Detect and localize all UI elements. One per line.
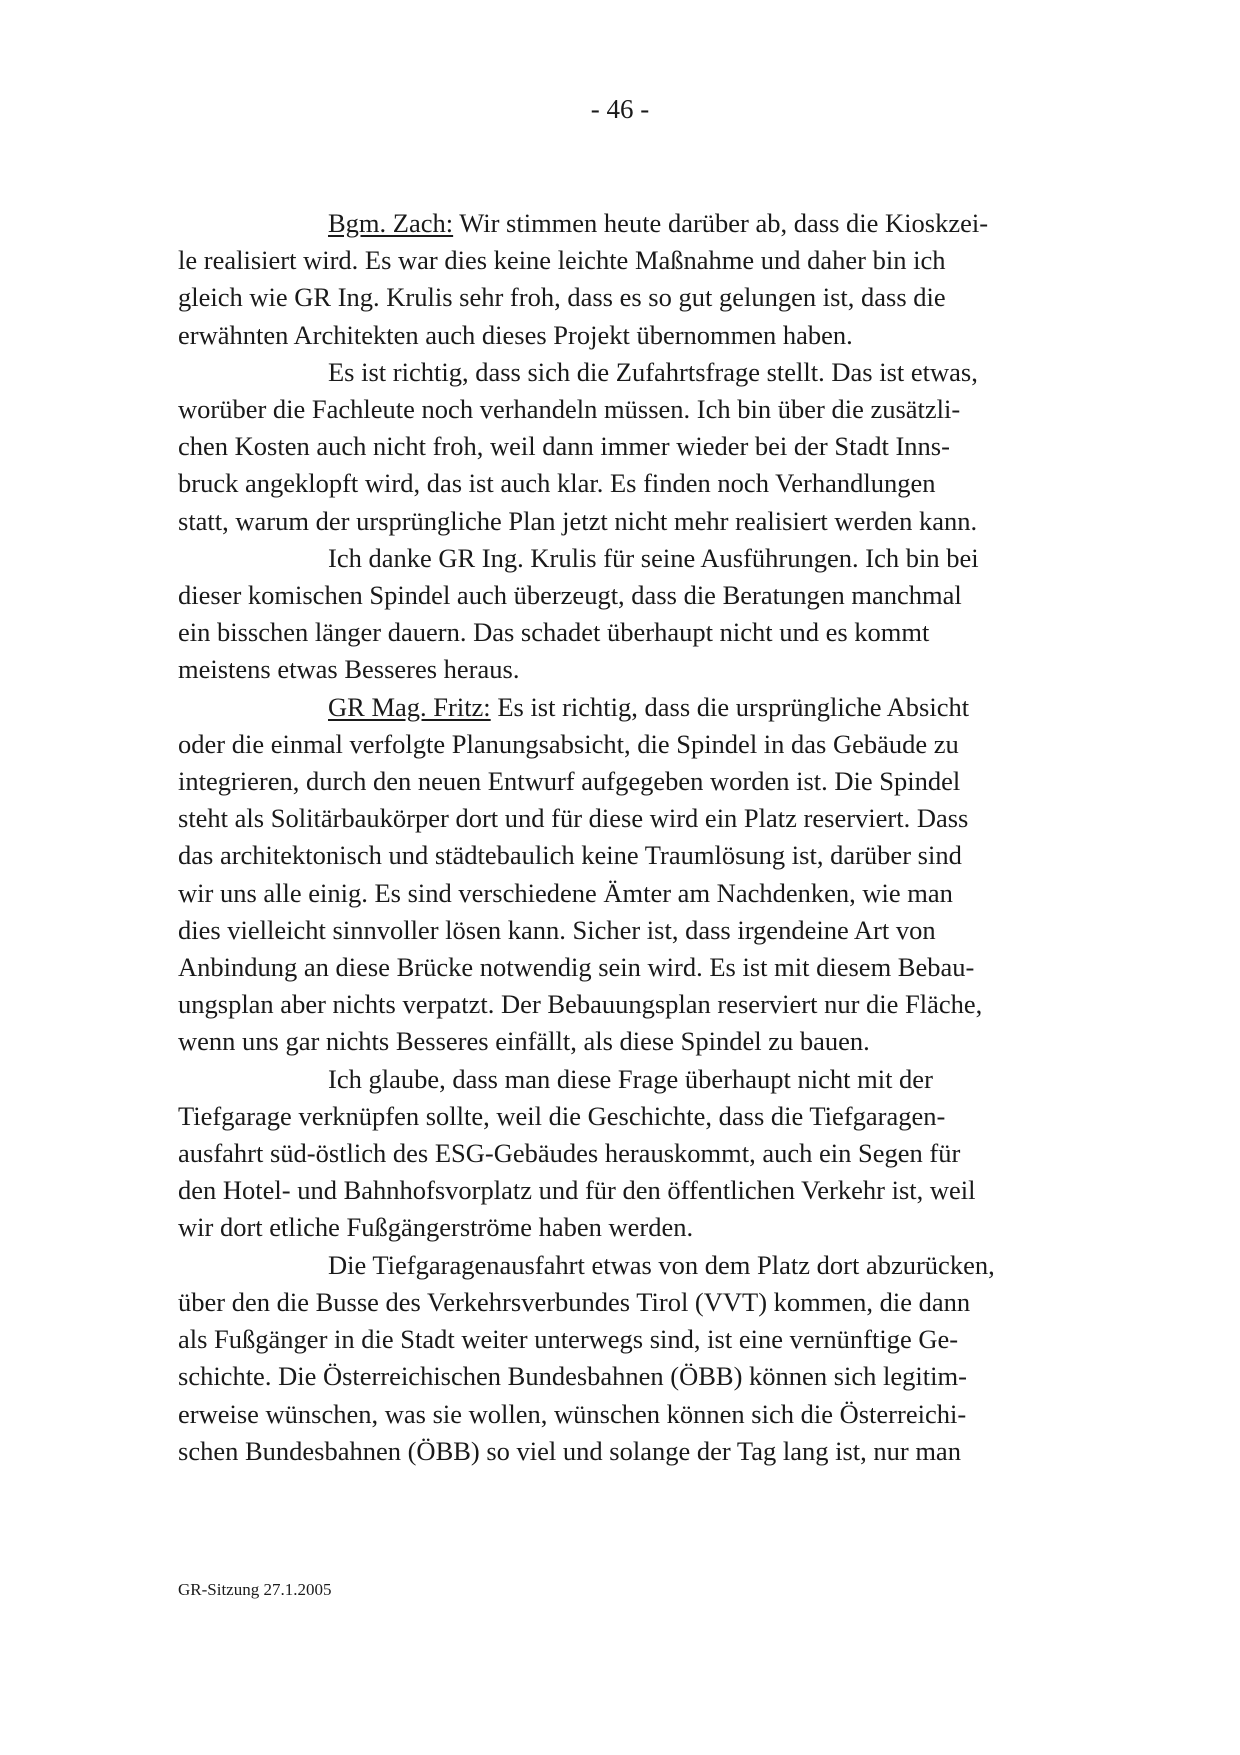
- text-line: als Fußgänger in die Stadt weiter unterwegs sind, ist eine vernünftige Ge-: [178, 1324, 959, 1355]
- text-line: ungsplan aber nichts verpatzt. Der Bebauungsplan reserviert nur die Fläche,: [178, 989, 983, 1020]
- text-line: wir dort etliche Fußgängerströme haben werden.: [178, 1212, 694, 1243]
- text-line: Ich danke GR Ing. Krulis für seine Ausführungen. Ich bin bei: [328, 542, 979, 573]
- protocol-body: [178, 205, 1066, 1470]
- paragraph-gr-mag-fritz: [178, 689, 1066, 1061]
- paragraph-zufahrtsfrage: [178, 354, 1066, 540]
- text-line: Es ist richtig, dass die ursprüngliche Absicht: [490, 691, 970, 722]
- paragraph-ausfahrt: [178, 1247, 1066, 1470]
- text-line: oder die einmal verfolgte Planungsabsicht, die Spindel in das Gebäude zu: [178, 728, 959, 759]
- text-line: erwähnten Architekten auch dieses Projekt übernommen haben.: [178, 319, 853, 350]
- paragraph-dank: [178, 540, 1066, 689]
- footer-session-date: GR-Sitzung 27.1.2005: [178, 1580, 332, 1599]
- text-line: worüber die Fachleute noch verhandeln müssen. Ich bin über die zusätzli-: [178, 394, 961, 425]
- text-line: chen Kosten auch nicht froh, weil dann immer wieder bei der Stadt Inns-: [178, 431, 950, 462]
- text-line: das architektonisch und städtebaulich keine Traumlösung ist, darüber sind: [178, 840, 962, 871]
- text-line: le realisiert wird. Es war dies keine leichte Maßnahme und daher bin ich: [178, 245, 946, 276]
- speaker-name: Bgm. Zach:: [328, 208, 454, 238]
- text-line: Die Tiefgaragenausfahrt etwas von dem Platz dort abzurücken,: [328, 1249, 995, 1280]
- page-number: - 46 -: [590, 94, 650, 124]
- text-line: schichte. Die Österreichischen Bundesbahnen (ÖBB) können sich legitim-: [178, 1361, 967, 1392]
- text-line: über den die Busse des Verkehrsverbundes Tirol (VVT) kommen, die dann: [178, 1286, 971, 1317]
- text-line: wir uns alle einig. Es sind verschiedene Ämter am Nachdenken, wie man: [178, 877, 953, 908]
- text-line: integrieren, durch den neuen Entwurf aufgegeben worden ist. Die Spindel: [178, 766, 961, 797]
- text-line: ein bisschen länger dauern. Das schadet überhaupt nicht und es kommt: [178, 617, 930, 648]
- text-line: wenn uns gar nichts Besseres einfällt, als diese Spindel zu bauen.: [178, 1026, 870, 1057]
- text-line: bruck angeklopft wird, das ist auch klar. Es finden noch Verhandlungen: [178, 468, 936, 499]
- paragraph-bgm-zach: [178, 205, 1066, 354]
- text-line: Es ist richtig, dass sich die Zufahrtsfrage stellt. Das ist etwas,: [328, 356, 978, 387]
- text-line: dieser komischen Spindel auch überzeugt, dass die Beratungen manchmal: [178, 580, 962, 611]
- text-line: erweise wünschen, was sie wollen, wünschen können sich die Österreichi-: [178, 1398, 967, 1429]
- speaker-name: GR Mag. Fritz:: [328, 691, 491, 722]
- text-line: Tiefgarage verknüpfen sollte, weil die Geschichte, dass die Tiefgaragen-: [178, 1100, 946, 1131]
- text-line: schen Bundesbahnen (ÖBB) so viel und solange der Tag lang ist, nur man: [178, 1435, 961, 1466]
- text-line: steht als Solitärbaukörper dort und für diese wird ein Platz reserviert. Dass: [178, 803, 969, 834]
- text-line: den Hotel- und Bahnhofsvorplatz und für den öffentlichen Verkehr ist, weil: [178, 1175, 976, 1206]
- text-line: statt, warum der ursprüngliche Plan jetzt nicht mehr realisiert werden kann.: [178, 505, 978, 536]
- text-line: meistens etwas Besseres heraus.: [178, 654, 520, 685]
- text-line: gleich wie GR Ing. Krulis sehr froh, dass es so gut gelungen ist, dass die: [178, 282, 946, 313]
- text-line: Wir stimmen heute darüber ab, dass die Kioskzei-: [453, 208, 989, 238]
- text-line: Ich glaube, dass man diese Frage überhaupt nicht mit der: [328, 1063, 933, 1094]
- paragraph-tiefgarage: [178, 1061, 1066, 1247]
- text-line: dies vielleicht sinnvoller lösen kann. Sicher ist, dass irgendeine Art von: [178, 914, 936, 945]
- text-line: ausfahrt süd-östlich des ESG-Gebäudes herauskommt, auch ein Segen für: [178, 1138, 961, 1169]
- text-line: Anbindung an diese Brücke notwendig sein wird. Es ist mit diesem Bebau-: [178, 952, 975, 983]
